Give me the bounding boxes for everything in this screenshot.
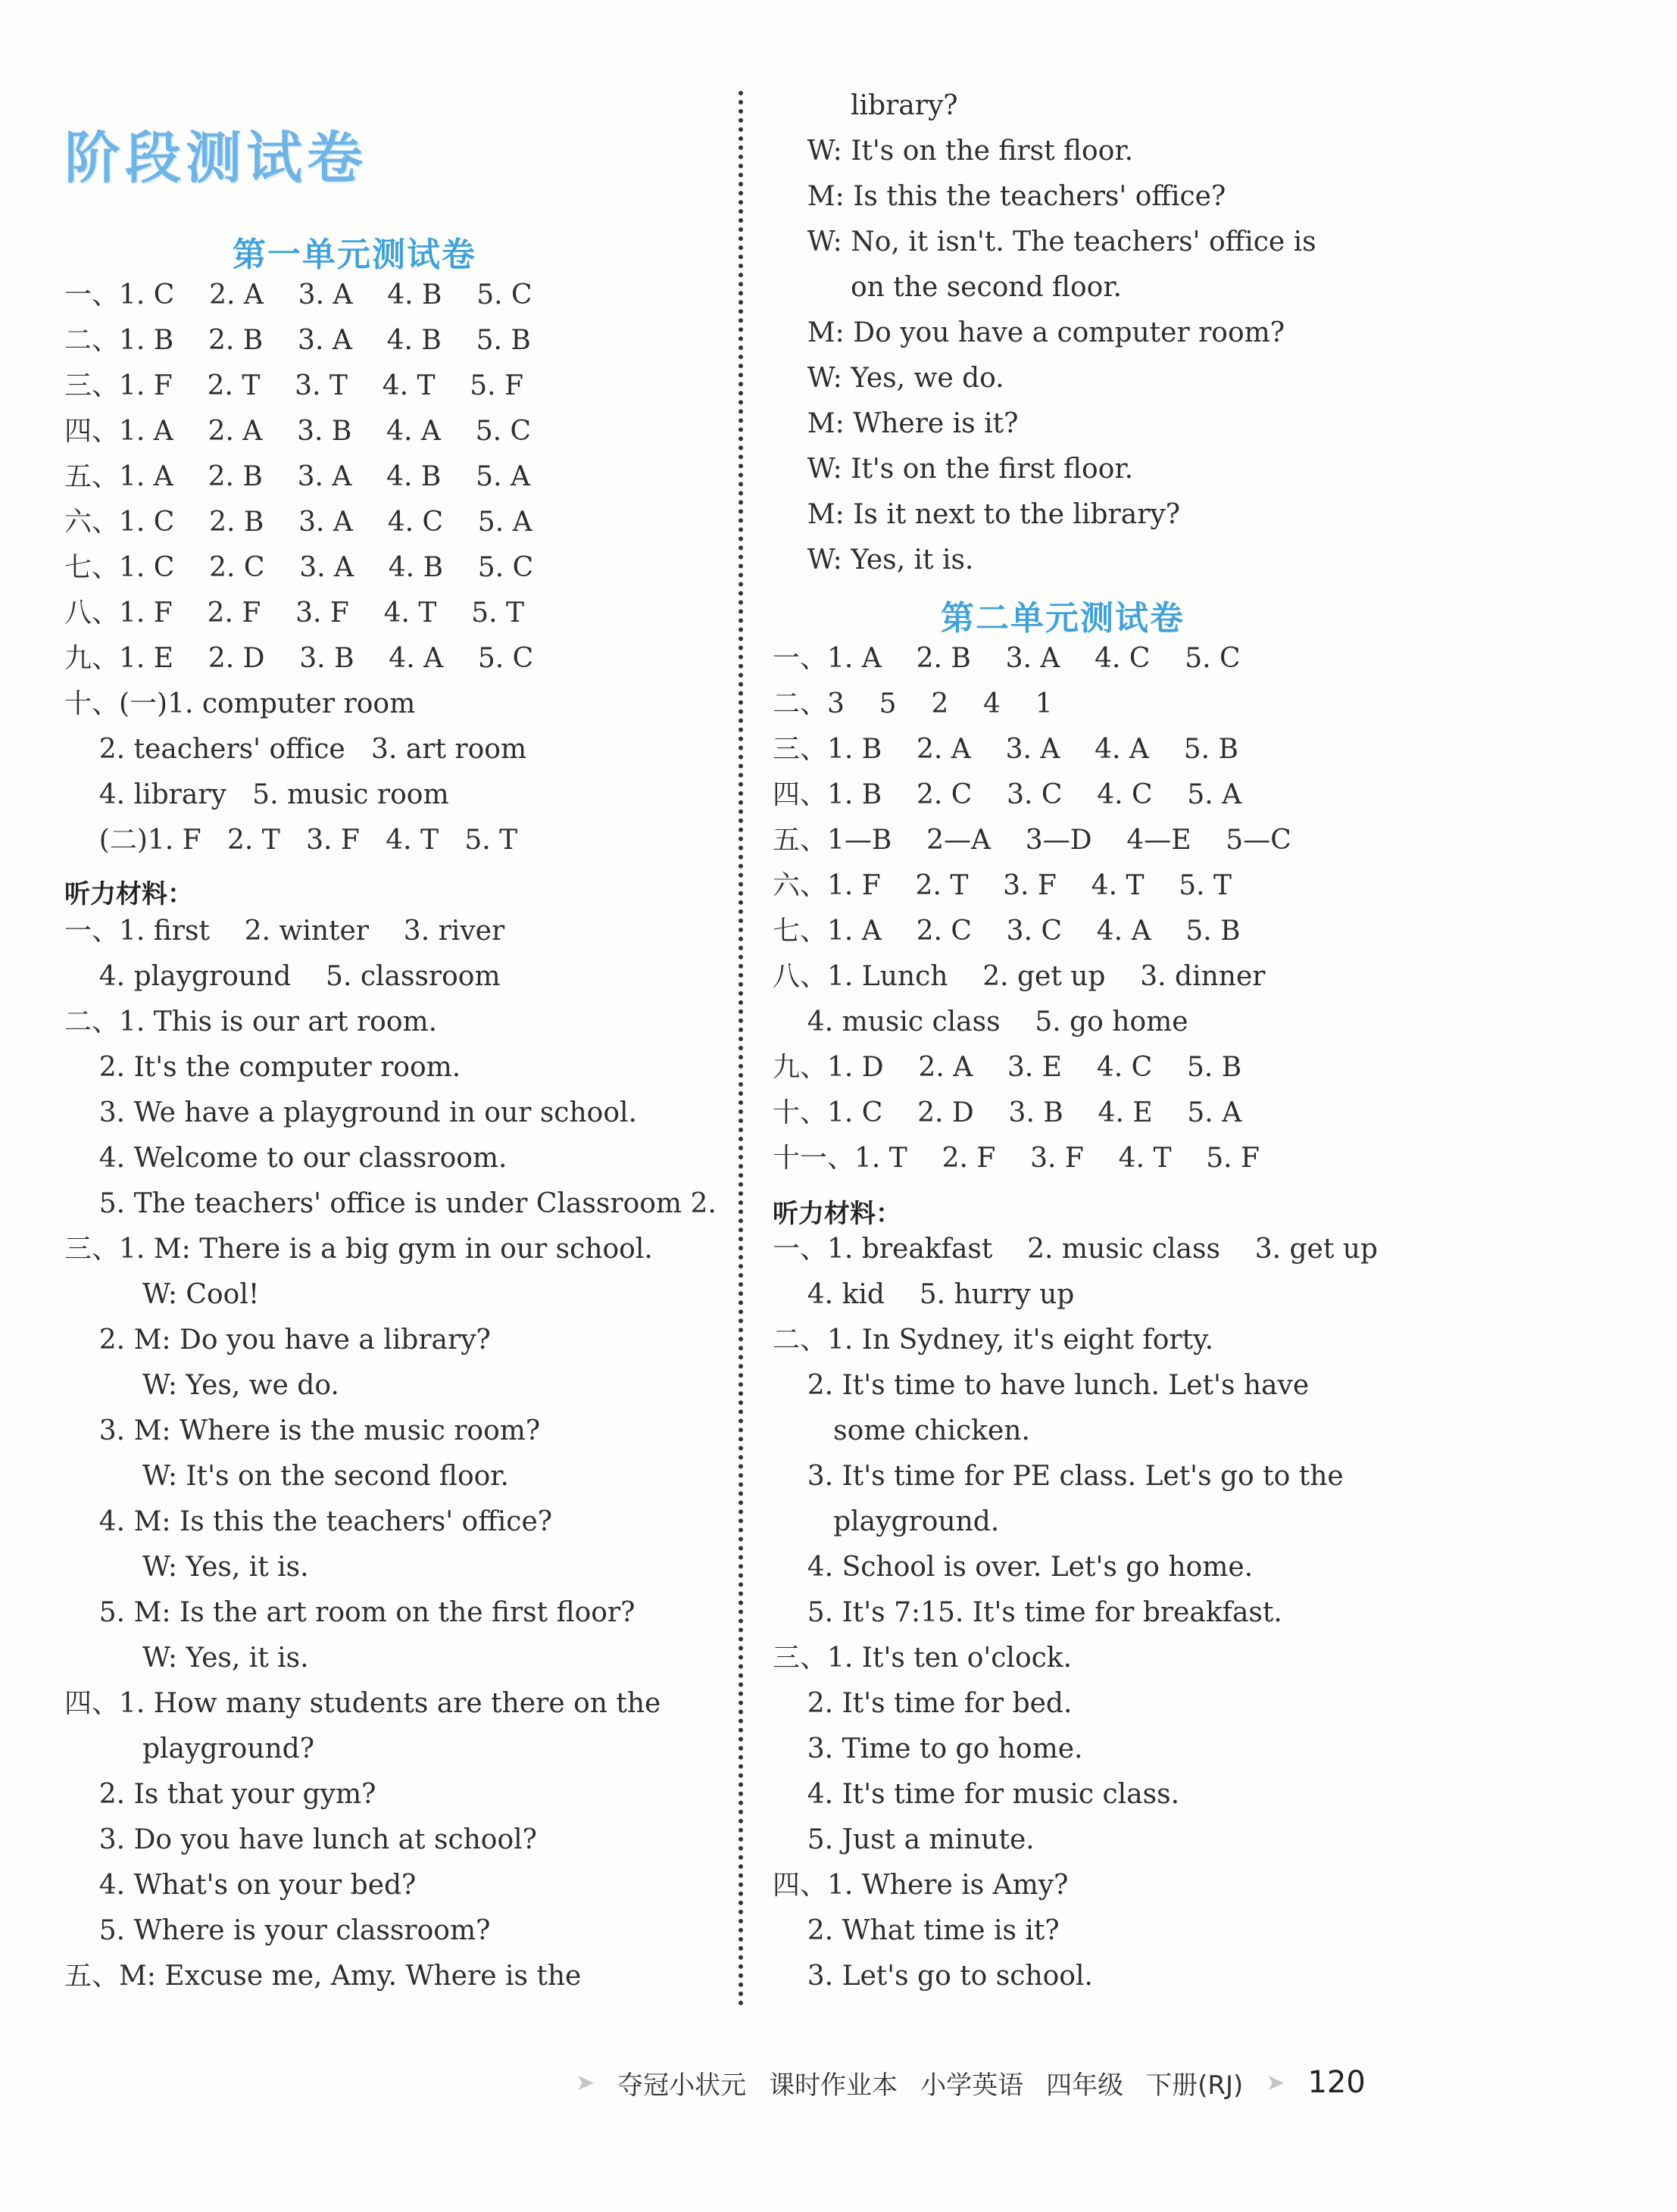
listening-line: 3. Time to go home.	[773, 1733, 1083, 1764]
listening-heading: 听力材料：	[773, 1199, 901, 1229]
answer-line: 十、1. C 2. D 3. B 4. E 5. A	[773, 1097, 1242, 1128]
listening-line: 5. M: Is the art room on the first floor?	[64, 1597, 636, 1628]
listening-line: 3. M: Where is the music room?	[64, 1415, 541, 1446]
listening-line: 2. It's the computer room.	[64, 1052, 461, 1083]
answer-line: 八、1. Lunch 2. get up 3. dinner	[773, 961, 1266, 992]
footer-arrow-icon: ➤	[576, 2069, 595, 2096]
listening-line: 4. It's time for music class.	[773, 1779, 1180, 1810]
listening-line: playground?	[64, 1733, 314, 1764]
answer-line: (二)1. F 2. T 3. F 4. T 5. T	[64, 825, 518, 856]
footer-brand: 夺冠小状元	[617, 2070, 747, 2101]
footer-subject: 小学英语	[920, 2070, 1024, 2101]
listening-line: 4. kid 5. hurry up	[773, 1279, 1075, 1310]
answer-line: 七、1. C 2. C 3. A 4. B 5. C	[64, 552, 534, 583]
footer-grade: 四年级	[1046, 2070, 1124, 2101]
answer-line: 九、1. E 2. D 3. B 4. A 5. C	[64, 643, 534, 674]
answer-line: 十一、1. T 2. F 3. F 4. T 5. F	[773, 1143, 1260, 1174]
listening-line: 3. We have a playground in our school.	[64, 1097, 637, 1128]
dialogue-line: W: It's on the first floor.	[773, 454, 1134, 485]
column-divider	[739, 91, 743, 2007]
footer-arrow-icon-2: ➤	[1266, 2069, 1285, 2096]
answer-line: 三、1. B 2. A 3. A 4. A 5. B	[773, 734, 1238, 765]
listening-line: W: Cool!	[64, 1279, 260, 1310]
answer-line: 三、1. F 2. T 3. T 4. T 5. F	[64, 370, 524, 401]
listening-line: 5. The teachers' office is under Classroom 2.	[64, 1188, 717, 1219]
listening-line: W: Yes, it is.	[64, 1643, 309, 1674]
dialogue-line: W: It's on the first floor.	[773, 136, 1134, 167]
listening-line: 五、M: Excuse me, Amy. Where is the	[64, 1961, 582, 1992]
page-number: 120	[1307, 2065, 1366, 2100]
listening-line: 二、1. In Sydney, it's eight forty.	[773, 1324, 1214, 1356]
unit-two-title: 第二单元测试卷	[941, 599, 1185, 638]
dialogue-line: W: Yes, we do.	[773, 363, 1004, 394]
listening-line: 2. It's time to have lunch. Let's have	[773, 1370, 1310, 1401]
answer-line: 五、1—B 2—A 3—D 4—E 5—C	[773, 825, 1291, 856]
listening-line: 三、1. It's ten o'clock.	[773, 1643, 1073, 1674]
answer-line: 2. teachers' office 3. art room	[64, 734, 527, 765]
listening-line: 4. What's on your bed?	[64, 1870, 417, 1901]
dialogue-line: library?	[773, 90, 958, 121]
answer-line: 九、1. D 2. A 3. E 4. C 5. B	[773, 1052, 1242, 1083]
listening-line: 3. Do you have lunch at school?	[64, 1824, 537, 1855]
listening-line: some chicken.	[773, 1415, 1030, 1446]
listening-line: 三、1. M: There is a big gym in our school.	[64, 1234, 653, 1265]
listening-line: 一、1. breakfast 2. music class 3. get up	[773, 1234, 1378, 1265]
dialogue-line: on the second floor.	[773, 272, 1123, 303]
answer-line: 二、3 5 2 4 1	[773, 688, 1053, 719]
listening-line: 3. Let's go to school.	[773, 1961, 1093, 1992]
listening-line: W: Yes, it is.	[64, 1552, 309, 1583]
answer-line: 六、1. C 2. B 3. A 4. C 5. A	[64, 507, 532, 538]
listening-line: 一、1. first 2. winter 3. river	[64, 916, 505, 947]
dialogue-line: W: No, it isn't. The teachers' office is	[773, 226, 1316, 257]
answer-line: 七、1. A 2. C 3. C 4. A 5. B	[773, 916, 1241, 947]
page-footer	[576, 2056, 1366, 2109]
listening-line: 2. Is that your gym?	[64, 1779, 376, 1810]
listening-line: playground.	[773, 1506, 1000, 1537]
answer-line: 四、1. A 2. A 3. B 4. A 5. C	[64, 416, 532, 447]
dialogue-line: M: Is it next to the library?	[773, 499, 1181, 530]
answer-line: 八、1. F 2. F 3. F 4. T 5. T	[64, 597, 525, 629]
listening-line: 4. Welcome to our classroom.	[64, 1143, 507, 1174]
answer-line: 一、1. C 2. A 3. A 4. B 5. C	[64, 279, 532, 310]
listening-line: 2. What time is it?	[773, 1915, 1060, 1946]
footer-volume: 下册(RJ)	[1146, 2070, 1244, 2101]
footer-book: 课时作业本	[769, 2070, 898, 2101]
listening-heading: 听力材料：	[64, 879, 193, 909]
listening-line: 四、1. Where is Amy?	[773, 1870, 1069, 1901]
answer-line: 4. music class 5. go home	[773, 1006, 1188, 1037]
listening-line: 5. It's 7:15. It's time for breakfast.	[773, 1597, 1282, 1628]
listening-line: 2. M: Do you have a library?	[64, 1324, 491, 1356]
listening-line: 二、1. This is our art room.	[64, 1006, 438, 1037]
listening-line: 4. School is over. Let's go home.	[773, 1552, 1254, 1583]
listening-line: 5. Where is your classroom?	[64, 1915, 491, 1946]
answer-line: 六、1. F 2. T 3. F 4. T 5. T	[773, 870, 1232, 901]
page-title: 阶段测试卷	[64, 126, 367, 191]
listening-line: 3. It's time for PE class. Let's go to the	[773, 1461, 1344, 1492]
answer-line: 四、1. B 2. C 3. C 4. C 5. A	[773, 779, 1242, 810]
listening-line: 四、1. How many students are there on the	[64, 1688, 661, 1719]
answer-line: 一、1. A 2. B 3. A 4. C 5. C	[773, 643, 1241, 674]
listening-line: W: Yes, we do.	[64, 1370, 339, 1401]
unit-one-title: 第一单元测试卷	[233, 236, 476, 274]
dialogue-line: M: Do you have a computer room?	[773, 317, 1285, 348]
listening-line: 5. Just a minute.	[773, 1824, 1035, 1855]
listening-line: 2. It's time for bed.	[773, 1688, 1073, 1719]
answer-line: 五、1. A 2. B 3. A 4. B 5. A	[64, 461, 530, 492]
dialogue-line: M: Where is it?	[773, 408, 1019, 439]
answer-line: 十、(一)1. computer room	[64, 688, 416, 719]
listening-line: 4. playground 5. classroom	[64, 961, 501, 992]
dialogue-line: M: Is this the teachers' office?	[773, 181, 1226, 212]
answer-line: 4. library 5. music room	[64, 779, 449, 810]
listening-line: 4. M: Is this the teachers' office?	[64, 1506, 553, 1537]
dialogue-line: W: Yes, it is.	[773, 544, 974, 576]
answer-line: 二、1. B 2. B 3. A 4. B 5. B	[64, 325, 531, 356]
listening-line: W: It's on the second floor.	[64, 1461, 509, 1492]
